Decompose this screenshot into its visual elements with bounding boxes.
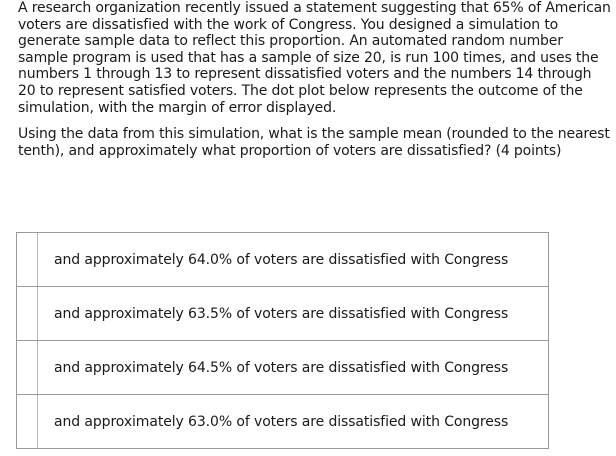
option-selector[interactable]	[17, 233, 38, 286]
option-selector[interactable]	[17, 287, 38, 340]
option-selector[interactable]	[17, 341, 38, 394]
answer-option-4[interactable]	[17, 395, 548, 449]
question-paragraph-2: Using the data from this simulation, what is the sample mean (rounded to the nearest tenth), and approximately what proportion of voters are dissatisfied? (4 points)	[18, 126, 610, 159]
answer-option-3[interactable]	[17, 341, 548, 395]
answer-option-2[interactable]	[17, 287, 548, 341]
question-text	[18, 0, 612, 159]
option-label: and approximately 64.0% of voters are dissatisfied with Congress	[54, 251, 509, 268]
option-label: and approximately 63.0% of voters are dissatisfied with Congress	[54, 413, 509, 430]
answer-option-1[interactable]	[17, 233, 548, 287]
answer-options	[16, 232, 549, 449]
question-paragraph-1: A research organization recently issued a statement suggesting that 65% of American voters are dissatisfied with the work of Congress. You designed a simulation to generate sample data to reflect this proportion. An automated random number sample program is used that has a sample of size 20, is run 100 times, and uses the numbers 1 through 13 to represent dissatisfied voters and the numbers 14 through 20 to represent satisfied voters. The dot plot below represents the outcome of the simulation, with the margin of error displayed.	[18, 0, 611, 116]
option-label: and approximately 63.5% of voters are dissatisfied with Congress	[54, 305, 509, 322]
option-label: and approximately 64.5% of voters are dissatisfied with Congress	[54, 359, 509, 376]
option-selector[interactable]	[17, 395, 38, 448]
